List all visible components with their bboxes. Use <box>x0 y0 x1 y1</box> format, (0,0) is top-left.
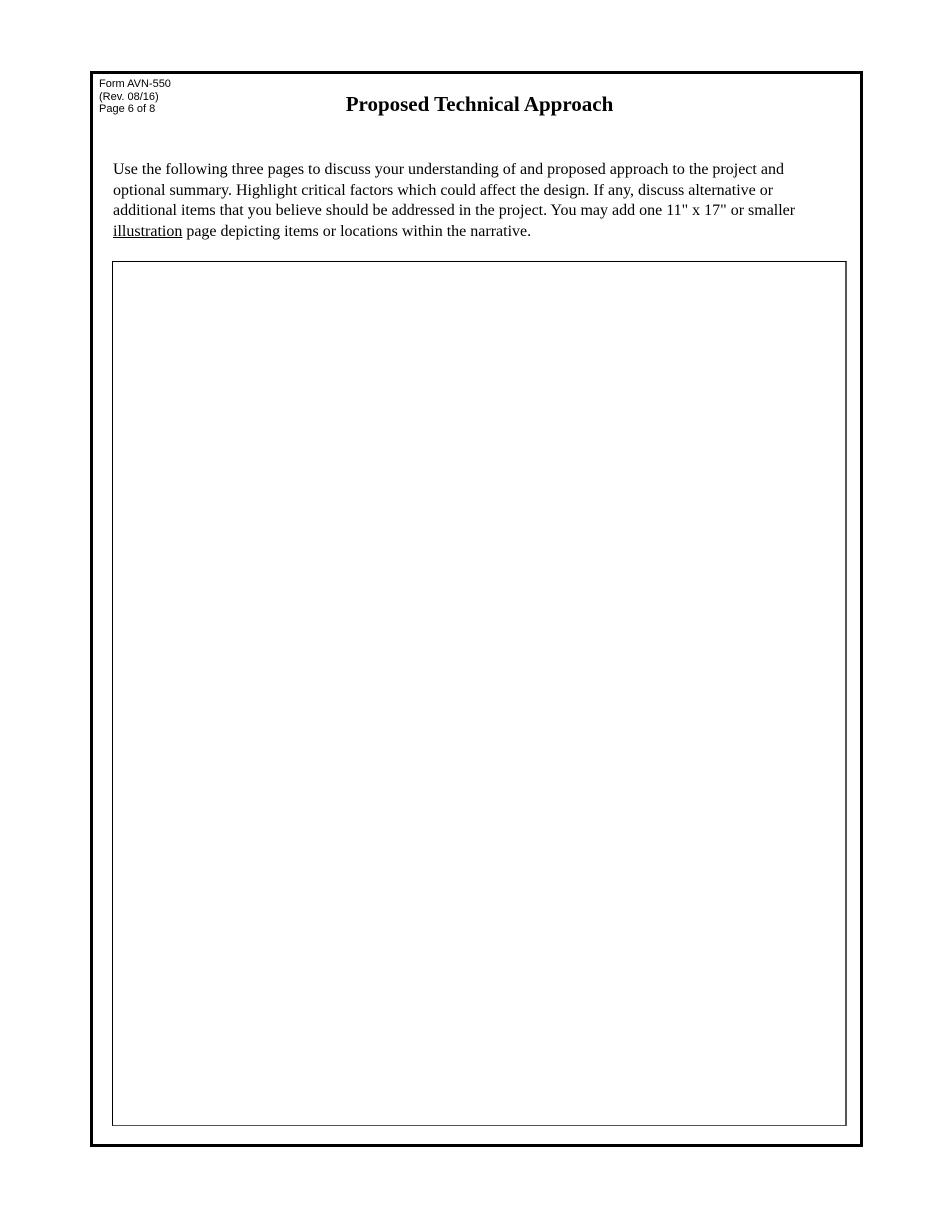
form-revision: (Rev. 08/16) <box>99 90 159 103</box>
instructions-line-4 <box>113 222 853 243</box>
illustration-term: illustration <box>113 222 183 240</box>
instructions-line-2: optional summary. Highlight critical factors which could affect the design. If any, discuss alternative or <box>113 181 774 199</box>
narrative-text-area[interactable] <box>112 261 847 1126</box>
instructions-line-1: Use the following three pages to discuss your understanding of and proposed approach to the project and <box>113 161 784 178</box>
page-title: Proposed Technical Approach <box>345 92 614 116</box>
instructions-text <box>113 160 853 242</box>
page-number: Page 6 of 8 <box>99 103 156 115</box>
instructions-line-3: additional items that you believe should be addressed in the project. You may add one 11" x 17" or smaller <box>113 202 796 219</box>
instructions-line-4-rest: page depicting items or locations within the narrative. <box>182 222 532 240</box>
form-number: Form AVN-550 <box>99 78 171 90</box>
